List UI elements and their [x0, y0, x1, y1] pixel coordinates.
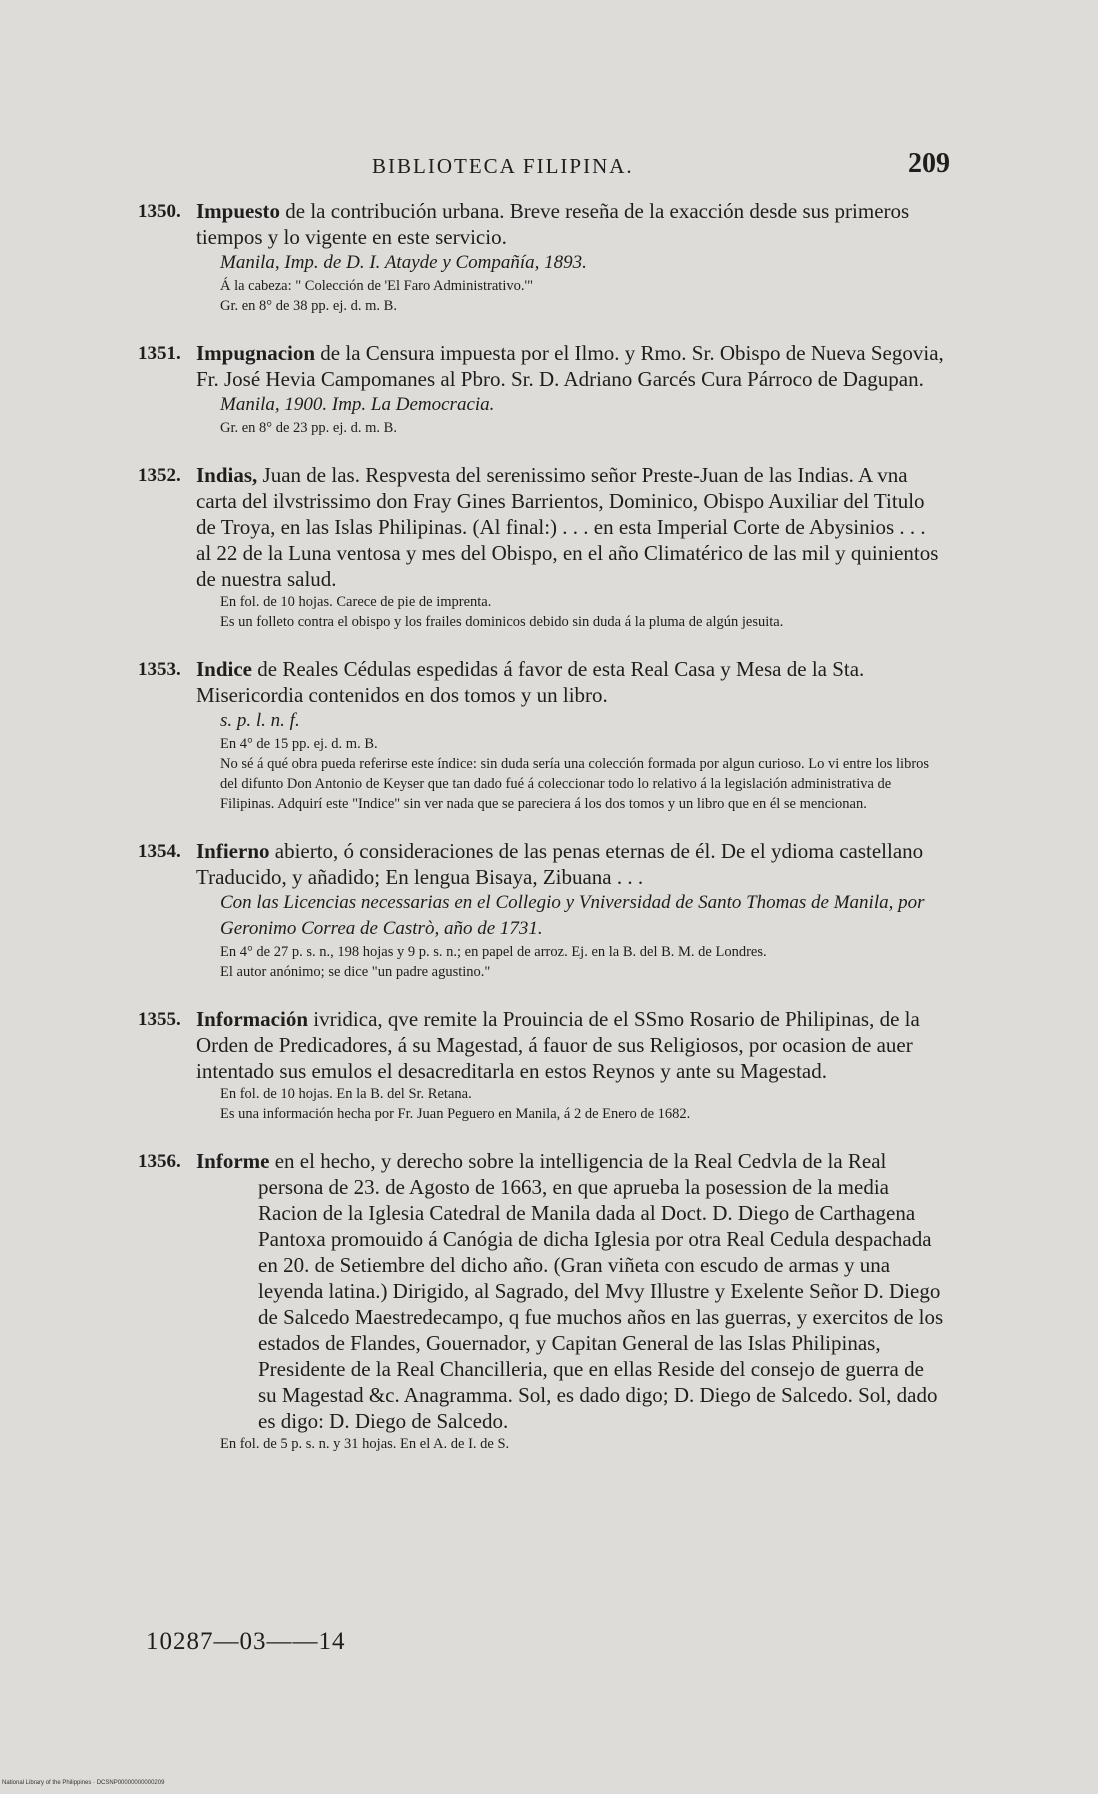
entry-description	[196, 656, 944, 708]
entry-headword: Indice	[196, 657, 253, 681]
entry-description	[196, 1148, 944, 1434]
catalog-entry	[138, 838, 944, 982]
entry-imprint: Manila, 1900. Imp. La Democracia.	[220, 394, 495, 415]
scan-credit: National Library of the Philippines · DCSNP00000000000209	[2, 1780, 165, 1786]
catalog-entry	[138, 198, 944, 316]
entry-number: 1354.	[138, 841, 181, 862]
entry-headword: Información	[196, 1007, 308, 1031]
entry-description	[196, 838, 944, 890]
entry-headword: Infierno	[196, 839, 270, 863]
entry-number: 1356.	[138, 1151, 181, 1172]
entry-text: en el hecho, y derecho sobre la intelligencia de la Real Cedvla de la Real persona de 23. de Agosto de 1663, en que aprueba la posession de la media Racion de la Iglesia Catedral de Manila dada al Doct. D. Diego de Carthagena Pantoxa promouido á Canógia de dicha Iglesia por otra Real Cedula despachada en 20. de Setiembre del dicho año. (Gran viñeta con escudo de armas y una leyenda latina.) Dirigido, al Sagrado, del Mvy Illustre y Exelente Señor D. Diego de Salcedo Maestredecampo, q fue muchos años en las guerras, y exercitos de los estados de Flandes, Gouernador, y Capitan General de las Islas Philipinas, Presidente de la Real Chancilleria, que en ellas Reside del consejo de guerra de su Magestad &c. Anagramma. Sol, es dado digo; D. Diego de Salcedo. Sol, dado es digo: D. Diego de Salcedo.	[258, 1149, 944, 1433]
catalog-entry	[138, 1148, 944, 1454]
catalog-entry	[138, 462, 944, 632]
entry-number: 1352.	[138, 465, 181, 486]
entry-note: Gr. en 8° de 23 pp. ej. d. m. B.	[220, 420, 397, 436]
entry-description	[196, 1006, 944, 1084]
entry-number: 1351.	[138, 343, 181, 364]
entry-text: ivridica, qve remite la Prouincia de el SSmo Rosario de Philipinas, de la Orden de Predicadores, á su Magestad, á fauor de sus Religiosos, por ocasion de auer intentado sus emulos el desacreditarla en estos Reynos y ante su Magestad.	[196, 1007, 920, 1083]
entry-text: abierto, ó consideraciones de las penas eternas de él. De el ydioma castellano Traducido, y añadido; En lengua Bisaya, Zibuana . . .	[196, 839, 924, 889]
entry-number: 1353.	[138, 659, 181, 680]
entry-note: En fol. de 5 p. s. n. y 31 hojas. En el A. de I. de S.	[220, 1436, 510, 1452]
entry-headword: Informe	[196, 1149, 270, 1173]
entry-text: de la contribución urbana. Breve reseña de la exacción desde sus primeros tiempos y lo vigente en este servicio.	[196, 199, 910, 249]
entry-headword: Impugnacion	[196, 341, 316, 365]
entry-note: Es un folleto contra el obispo y los frailes dominicos debido sin duda á la pluma de algún jesuita.	[220, 614, 784, 630]
entry-text: Juan de las. Respvesta del serenissimo señor Preste-Juan de las Indias. A vna carta del ilvstrissimo don Fray Gines Barrientos, Dominico, Obispo Auxiliar del Titulo de Troya, en las Islas Philipinas. (Al final:) . . . en esta Imperial Corte de Abysinios . . . al 22 de la Luna ventosa y mes del Obispo, en el año Climatérico de las mil y quinientos de nuestra salud.	[196, 463, 939, 591]
entry-note: En 4° de 15 pp. ej. d. m. B.	[220, 736, 378, 752]
entry-note: El autor anónimo; se dice "un padre agustino."	[220, 964, 491, 980]
entry-note: En fol. de 10 hojas. En la B. del Sr. Retana.	[220, 1086, 472, 1102]
entry-headword: Indias,	[196, 463, 258, 487]
catalog-entry	[138, 1006, 944, 1124]
entry-text: de Reales Cédulas espedidas á favor de esta Real Casa y Mesa de la Sta. Misericordia contenidos en dos tomos y un libro.	[196, 657, 865, 707]
entry-note: Es una información hecha por Fr. Juan Peguero en Manila, á 2 de Enero de 1682.	[220, 1106, 691, 1122]
entry-imprint: Con las Licencias necessarias en el Collegio y Vniversidad de Santo Thomas de Manila, por Geronimo Correa de Castrò, año de 1731.	[220, 892, 925, 939]
entry-number: 1355.	[138, 1009, 181, 1030]
page-number: 209	[908, 148, 950, 179]
entry-description	[196, 198, 944, 250]
entry-number: 1350.	[138, 201, 181, 222]
entry-imprint: s. p. l. n. f.	[220, 710, 300, 731]
entry-imprint: Manila, Imp. de D. I. Atayde y Compañía, 1893.	[220, 252, 587, 273]
entry-headword: Impuesto	[196, 199, 281, 223]
catalog-entry	[138, 656, 944, 814]
printer-signature: 10287—03——14	[146, 1628, 346, 1655]
entry-note: Gr. en 8° de 38 pp. ej. d. m. B.	[220, 298, 397, 314]
entry-text: de la Censura impuesta por el Ilmo. y Rmo. Sr. Obispo de Nueva Segovia, Fr. José Hevia Campomanes al Pbro. Sr. D. Adriano Garcés Cura Párroco de Dagupan.	[196, 341, 944, 391]
entry-description	[196, 462, 944, 592]
entry-note: No sé á qué obra pueda referirse este índice: sin duda sería una colección formada por algun curioso. Lo vi entre los libros del difunto Don Antonio de Keyser que tan dado fué á coleccionar todo lo relativo á la legislación administrativa de Filipinas. Adquirí este "Indice" sin ver nada que se pareciera á los dos tomos y un libro que en él se mencionan.	[220, 756, 930, 812]
entry-description	[196, 340, 944, 392]
entry-note: Á la cabeza: " Colección de 'El Faro Administrativo.'"	[220, 278, 534, 294]
entry-note: En fol. de 10 hojas. Carece de pie de imprenta.	[220, 594, 492, 610]
catalog-entry	[138, 340, 944, 438]
catalog-entries	[138, 198, 944, 1478]
running-header	[140, 148, 950, 184]
running-title: BIBLIOTECA FILIPINA.	[372, 154, 634, 178]
entry-note: En 4° de 27 p. s. n., 198 hojas y 9 p. s. n.; en papel de arroz. Ej. en la B. del B. M. de Londres.	[220, 944, 767, 960]
